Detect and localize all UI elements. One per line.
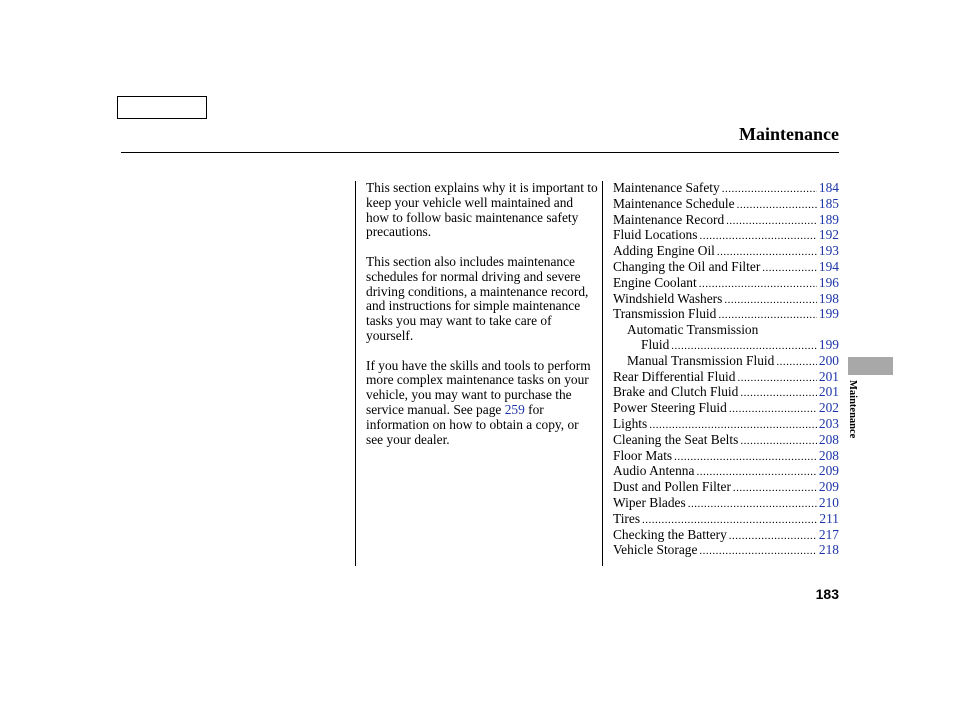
toc-label: Automatic Transmission [627,322,759,338]
toc-item[interactable] [613,197,839,213]
toc-label: Floor Mats [613,447,673,463]
page-title: Maintenance [739,124,839,144]
toc-item[interactable] [613,307,839,323]
section-tab [848,357,893,375]
toc-label: Cleaning the Seat Belts [613,431,739,447]
toc-page-link[interactable]: 217 [818,526,839,542]
toc-page-link[interactable]: 199 [818,306,839,322]
toc-item[interactable] [613,228,839,244]
toc-subitem[interactable] [613,338,839,354]
toc-label: Maintenance Safety [613,180,720,195]
toc-label: Wiper Blades [613,494,686,510]
toc-page-link[interactable]: 194 [818,258,839,274]
page-number: 183 [815,586,839,602]
toc-label: Dust and Pollen Filter [613,479,731,495]
toc-page-link[interactable]: 208 [818,447,839,463]
toc-item[interactable] [613,496,839,512]
column-divider-left [355,181,356,566]
toc-label: Maintenance Schedule [613,195,735,211]
toc-item[interactable] [613,433,839,449]
toc-item[interactable] [613,528,839,544]
toc-page-link[interactable]: 201 [818,368,839,384]
toc-item[interactable] [613,449,839,465]
toc-page-link[interactable]: 196 [818,274,839,290]
toc-subitem[interactable] [613,354,839,370]
service-manual-page-link[interactable]: 259 [504,401,525,417]
toc-label: Changing the Oil and Filter [613,258,761,274]
toc-item[interactable] [613,401,839,417]
toc-page-link[interactable]: 210 [818,494,839,510]
toc-label: Lights [613,415,648,431]
toc-page-link[interactable]: 208 [818,431,839,447]
toc-label: Rear Differential Fluid [613,368,736,384]
toc-page-link[interactable]: 185 [818,195,839,211]
toc-label: Brake and Clutch Fluid [613,384,739,400]
section-side-label [846,380,858,452]
toc-item[interactable] [613,244,839,260]
toc-label: Maintenance Record [613,211,725,227]
toc-item[interactable] [613,385,839,401]
column-divider-right [602,181,603,566]
toc-item[interactable] [613,480,839,496]
toc-page-link[interactable]: 200 [818,352,839,368]
header-rule [121,152,839,153]
toc-label: Vehicle Storage [613,542,698,558]
toc-item[interactable] [613,292,839,308]
toc-label: Adding Engine Oil [613,243,715,259]
toc-item[interactable] [613,276,839,292]
side-label-text: Maintenance [847,380,858,439]
toc-page-link[interactable]: 203 [818,415,839,431]
toc-item[interactable] [613,181,839,197]
toc-page-link[interactable]: 189 [818,211,839,227]
toc-item[interactable] [613,260,839,276]
toc-label: Fluid [641,336,670,352]
toc-label: Tires [613,510,641,526]
intro-paragraph-2: This section also includes maintenance schedules for normal driving and severe driving conditions, a maintenance record, and instructions for simple maintenance tasks you may want to take care of yourself. [366,253,589,343]
toc-page-link[interactable]: 184 [818,180,839,195]
toc-page-link[interactable]: 202 [818,400,839,416]
toc-label: Power Steering Fluid [613,400,727,416]
header-box [117,96,207,119]
toc-page-link[interactable]: 218 [818,542,839,558]
intro-p3-after: for information on how to obtain a copy, or see your dealer. [366,401,579,447]
toc-page-link[interactable]: 209 [818,479,839,495]
toc-page-link[interactable]: 209 [818,463,839,479]
toc-item[interactable] [613,213,839,229]
toc-page-link[interactable]: 211 [819,510,839,526]
toc-item[interactable] [613,370,839,386]
toc-page-link[interactable]: 193 [818,243,839,259]
toc-item[interactable] [613,464,839,480]
toc-label: Checking the Battery [613,526,727,542]
toc-label: Manual Transmission Fluid [627,352,775,368]
toc-item[interactable] [613,512,839,528]
table-of-contents [613,181,839,559]
toc-page-link[interactable]: 201 [818,384,839,400]
toc-page-link[interactable]: 198 [818,290,839,306]
toc-item[interactable] [613,543,839,559]
toc-page-link[interactable]: 192 [818,227,839,243]
toc-label: Audio Antenna [613,463,695,479]
intro-text [366,181,598,462]
intro-paragraph-3 [366,359,598,448]
toc-label: Transmission Fluid [613,306,717,322]
toc-label: Fluid Locations [613,227,698,243]
toc-item[interactable] [613,417,839,433]
intro-paragraph-1: This section explains why it is important to keep your vehicle well maintained and how to follow basic maintenance safety precautions. [366,180,598,240]
intro-p3-before: If you have the skills and tools to perform more complex maintenance tasks on your vehicle, you may want to purchase the service manual. See page [366,357,591,417]
toc-page-link[interactable]: 199 [818,336,839,352]
toc-label: Engine Coolant [613,274,697,290]
toc-label: Windshield Washers [613,290,723,306]
toc-subitem-heading [613,323,839,338]
